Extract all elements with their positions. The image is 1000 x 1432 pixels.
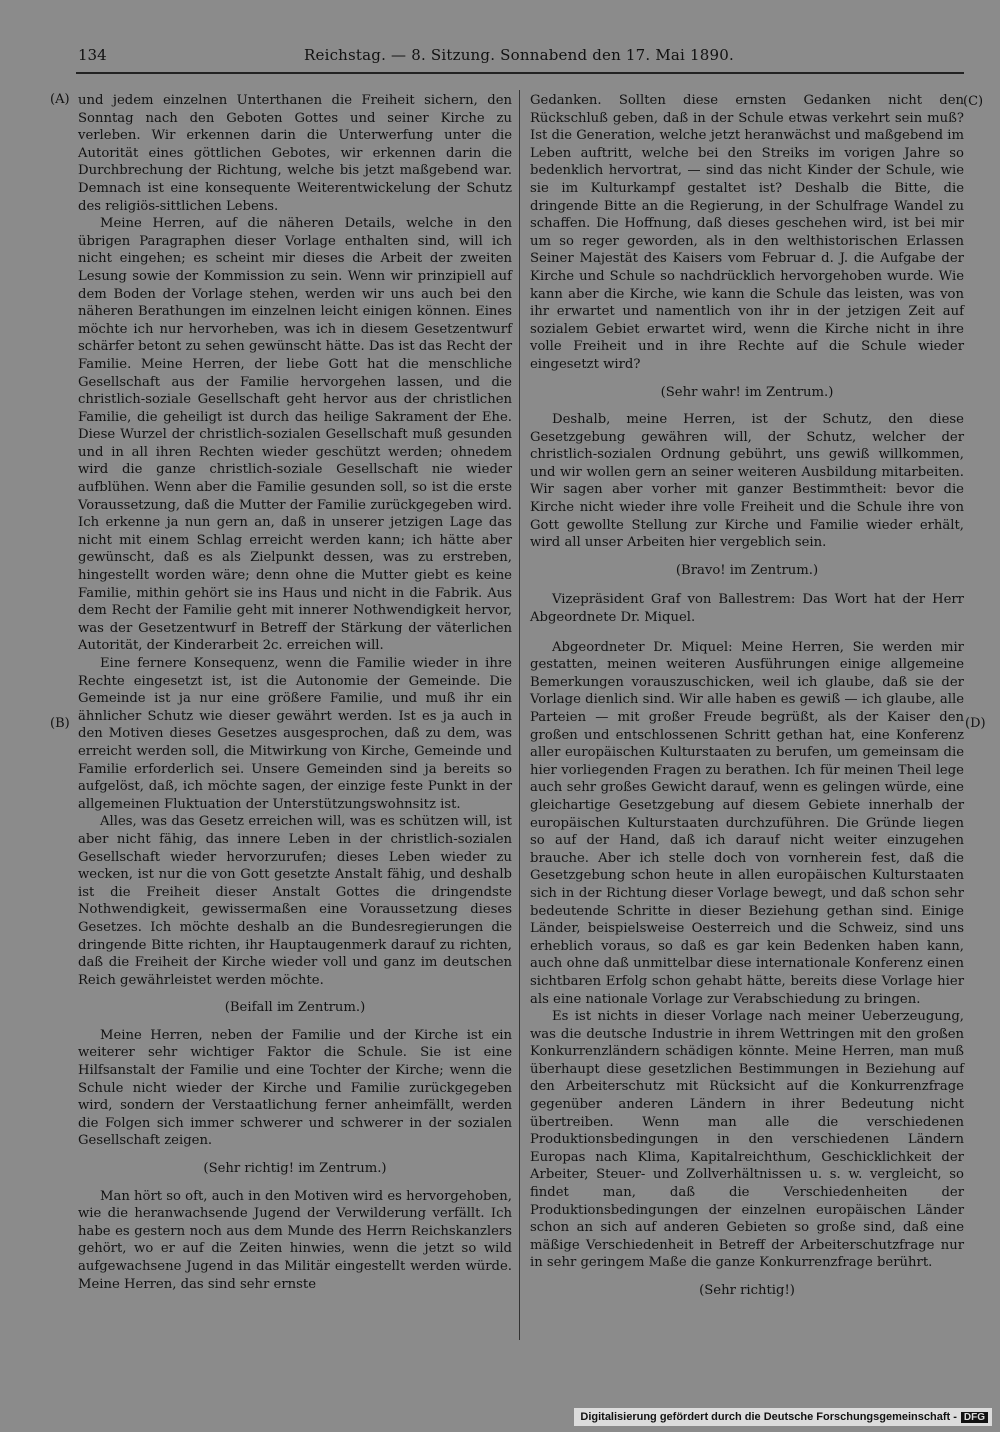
- digitization-credit: [574, 1408, 992, 1426]
- interjection: (Sehr richtig! im Zentrum.): [203, 1161, 387, 1177]
- margin-marker-b: (B): [50, 716, 70, 731]
- interjection: (Beifall im Zentrum.): [224, 1000, 366, 1016]
- paragraph: Meine Herren, auf die näheren Details, welche in den übrigen Paragraphen dieser Vorlage enthalten sind, will ich nicht eingehen; es scheint mir dieses die Arbeit der zweiten Lesung sowie der Kommission zu sein. Wenn wir prinzipiell auf dem Boden der Vorlage stehen, werden wir uns auch bei den näheren Berathungen im einzelnen leicht einigen können. Eines möchte ich nur hervorheben, was ich in diesem Gesetzentwurf schärfer betont zu sehen gewünscht hätte. Das ist das Recht der Familie. Meine Herren, der liebe Gott hat die menschliche Gesellschaft aus der Familie hervorgehen lassen, und die christlich-soziale Gesellschaft geht hervor aus der christlichen Familie, die geheiligt ist durch das heilige Sakrament der Ehe. Diese Wurzel der christlich-sozialen Gesellschaft muß gesunden und in all ihren Rechten wieder geschützt werden; ohnedem wird die ganze christlich-soziale Gesellschaft nie wieder aufblühen. Wenn aber die Familie gesunden soll, so ist die erste Voraussetzung, daß die Mutter der Familie zurückgegeben wird. Ich erkenne ja nun gern an, daß in unserer jetzigen Lage das nicht mit einem Schlag erreicht werden kann; ich hätte aber gewünscht, daß es als Zielpunkt dessen, was zu erstreben, hingestellt worden wäre; denn ohne die Mutter giebt es keine Familie, mithin gehört sie ins Haus und nicht in die Fabrik. Aus dem Recht der Familie geht mit innerer Nothwendigkeit hervor, was der Gesetzentwurf in Betreff der Stärkung der väterlichen Autorität, der Kinderarbeit 2c. erreichen will.: [78, 216, 512, 654]
- speaker-paragraph: Vizepräsident Graf von Ballestrem: Das Wort hat der Herr Abgeordnete Dr. Miquel.: [530, 592, 964, 626]
- paragraph: Man hört so oft, auch in den Motiven wird es hervorgehoben, wie die heranwachsende Jugend der Verwilderung verfällt. Ich habe es gestern noch aus dem Munde des Herrn Reichskanzlers gehört, wo er auf die Zeiten hinwies, wenn die jetzt so wild aufgewachsene Jugend in das Militär eingestellt werden würde. Meine Herren, das sind sehr ernste: [78, 1188, 512, 1292]
- paragraph: und jedem einzelnen Unterthanen die Freiheit sichern, den Sonntag nach den Geboten Gottes und seiner Kirche zu verleben. Wir erkennen darin die Unterwerfung unter die Autorität eines göttlichen Gebotes, wir erkennen darin die Durchbrechung der Richtung, welche bis jetzt maßgebend war. Demnach ist eine konsequente Weiterentwickelung der Schutz des religiös-sittlichen Lebens.: [78, 93, 512, 214]
- interjection: (Bravo! im Zentrum.): [675, 562, 819, 578]
- margin-marker-a: (A): [50, 92, 70, 107]
- speaker-paragraph: Abgeordneter Dr. Miquel: Meine Herren, Sie werden mir gestatten, meinen weiteren Ausführungen einige allgemeine Bemerkungen vorauszuschicken, weil ich glaube, daß sie der Vorlage dienlich sind. Wir alle haben es gewiß — ich glaube, alle Parteien — mit großer Freude begrüßt, als der Kaiser den großen und entschlossenen Schritt gethan hat, eine Konferenz aller europäischen Kulturstaaten zu berufen, um gemeinsam die hier vorliegenden Fragen zu berathen. Ich für meinen Theil lege auch sehr großes Gewicht darauf, wenn es gelingen würde, eine gleichartige Gesetzgebung auf diesem Gebiete innerhalb der europäischen Kulturstaaten durchzuführen. Die Gründe liegen so auf der Hand, daß ich darauf nicht weiter einzugehen brauche. Aber ich stelle doch von vornherein fest, daß die Gesetzgebung schon heute in allen europäischen Kulturstaaten sich in der Richtung dieser Vorlage bewegt, und daß schon sehr bedeutende Schritte in dieser Beziehung gethan sind. Einige Länder, beispielsweise Oesterreich und die Schweiz, sind uns erheblich voraus, so daß es gar kein Bedenken haben kann, auch ohne daß unmittelbar diese internationale Konferenz einen sichtbaren Erfolg schon gehabt hätte, bereits diese Vorlage hier als eine nationale Vorlage zur Verabschiedung zu bringen.: [530, 639, 964, 1007]
- interjection: (Sehr wahr! im Zentrum.): [660, 384, 834, 400]
- page-header: [78, 42, 960, 68]
- page-number: 134: [78, 46, 107, 64]
- header-rule: [76, 72, 964, 74]
- paragraph: Deshalb, meine Herren, ist der Schutz, den diese Gesetzgebung gewähren will, der Schutz, welcher der christlich-sozialen Ordnung gebührt, uns gewiß willkommen, und wir wollen gern an seiner weiteren Ausbildung mitarbeiten. Wir sagen aber vorher mit ganzer Bestimmtheit: bevor die Kirche nicht wieder ihre volle Freiheit und die Schule ihre von Gott gewollte Stellung zur Kirche und Familie wieder erhält, wird all unser Arbeiten hier vergeblich sein.: [530, 412, 964, 551]
- margin-marker-d: (D): [965, 716, 986, 731]
- interjection: (Sehr richtig!): [699, 1283, 795, 1298]
- paragraph: Gedanken. Sollten diese ernsten Gedanken nicht den Rückschluß geben, daß in der Schule etwas verkehrt sein muß? Ist die Generation, welche jetzt heranwächst und maßgebend im Leben auftritt, welche bei den Streiks im vorigen Jahre so bedenklich hervortrat, — sind das nicht Kinder der Schule, wie sie im Kulturkampf gestaltet ist? Deshalb die Bitte, die dringende Bitte an die Regierung, in der Schulfrage Wandel zu schaffen. Die Hoffnung, daß dieses geschehen wird, ist bei mir um so reger geworden, als in den welthistorischen Erlassen Seiner Majestät des Kaisers vom Februar d. J. die Aufgabe der Kirche und Schule so nachdrücklich hervorgehoben wurde. Wie kann aber die Kirche, wie kann die Schule das leisten, was von ihr erwartet und namentlich von ihr in der jetzigen Zeit auf sozialem Gebiet erwartet wird, wenn die Kirche nicht in ihre volle Freiheit und in ihre Rechte auf die Schule wieder eingesetzt wird?: [530, 93, 964, 372]
- running-title: Reichstag. — 8. Sitzung. Sonnabend den 17. Mai 1890.: [304, 46, 734, 64]
- left-column: [78, 92, 512, 1293]
- dfg-logo: DFG: [961, 1412, 988, 1423]
- credit-text: Digitalisierung gefördert durch die Deutsche Forschungsgemeinschaft -: [580, 1411, 957, 1423]
- paragraph: Es ist nichts in dieser Vorlage nach meiner Ueberzeugung, was die deutsche Industrie in ihrem Wettringen mit den großen Konkurrenzländern schädigen könnte. Meine Herren, man muß überhaupt diese gesetzlichen Bestimmungen in Beziehung auf den Arbeiterschutz mit Rücksicht auf die Konkurrenzfrage gegenüber anderen Ländern in ihrer Bedeutung nicht übertreiben. Wenn man alle die verschiedenen Produktionsbedingungen in den verschiedenen Ländern Europas nach Klima, Kapitalreichthum, Geschicklichkeit der Arbeiter, Steuer- und Zollverhältnissen u. s. w. vergleicht, so findet man, daß die Verschiedenheiten der Produktionsbedingungen der einzelnen europäischen Länder schon an sich auf anderen Gebieten so große sind, daß eine mäßige Verschiedenheit in Betreff der Arbeiterschutzfrage nur in sehr geringem Maße die ganze Konkurrenzfrage berührt.: [530, 1009, 964, 1271]
- right-column: [530, 92, 964, 1310]
- paragraph: Alles, was das Gesetz erreichen will, was es schützen will, ist aber nicht fähig, das innere Leben in der christlich-sozialen Gesellschaft wieder hervorzurufen; dieses Leben wieder zu wecken, ist nur die von Gott gesetzte Anstalt fähig, und deshalb ist die Freiheit dieser Anstalt Gottes die dringendste Nothwendigkeit, gewissermaßen eine Voraussetzung dieses Gesetzes. Ich möchte deshalb an die Bundesregierungen die dringende Bitte richten, ihr Hauptaugenmerk darauf zu richten, daß die Freiheit der Kirche wieder voll und ganz im deutschen Reich gewährleistet werden möchte.: [78, 814, 512, 988]
- paragraph: Eine fernere Konsequenz, wenn die Familie wieder in ihre Rechte eingesetzt ist, ist die Autonomie der Gemeinde. Die Gemeinde ist ja nur eine größere Familie, und muß ihr ein ähnlicher Schutz wie dieser gewährt werden. Ist es ja auch in den Motiven dieses Gesetzes ausgesprochen, daß zu dem, was erreicht werden soll, die Mitwirkung von Kirche, Gemeinde und Familie erforderlich sei. Unsere Gemeinden sind ja bereits so aufgelöst, daß, ich möchte sagen, der einzige feste Punkt in der allgemeinen Fluktuation der Unterstützungswohnsitz ist.: [78, 656, 512, 812]
- paragraph: Meine Herren, neben der Familie und der Kirche ist ein weiterer sehr wichtiger Faktor die Schule. Sie ist eine Hilfsanstalt der Familie und eine Tochter der Kirche; wenn die Schule nicht wieder der Kirche und Familie zurückgegeben wird, sondern der Verstaatlichung ferner anheimfällt, werden die Folgen sich immer schwerer und schwerer in der sozialen Gesellschaft zeigen.: [78, 1027, 512, 1149]
- column-divider: [519, 90, 520, 1340]
- margin-marker-c: (C): [963, 94, 984, 109]
